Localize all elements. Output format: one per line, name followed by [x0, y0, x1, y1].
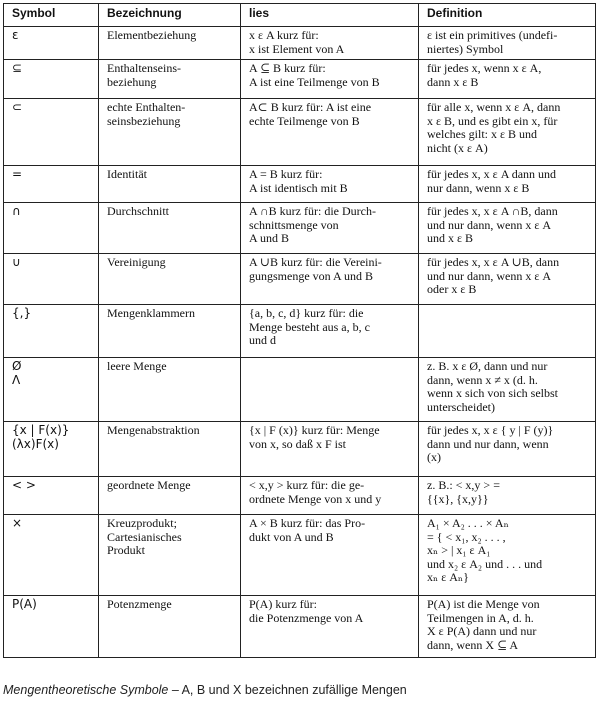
lies-cell: A = B kurz für: A ist identisch mit B	[241, 166, 419, 203]
lies-cell: A × B kurz für: das Pro- dukt von A und B	[241, 515, 419, 596]
symbol-cell: P(A)	[4, 596, 99, 658]
bezeichnung-cell: Mengenabstraktion	[99, 422, 241, 477]
table-row	[4, 254, 596, 305]
bezeichnung-cell: Enthaltenseins- beziehung	[99, 60, 241, 99]
table-row	[4, 99, 596, 166]
bezeichnung-cell: Vereinigung	[99, 254, 241, 305]
lies-cell	[241, 358, 419, 422]
lies-cell: P(A) kurz für: die Potenzmenge von A	[241, 596, 419, 658]
table-row	[4, 515, 596, 596]
lies-cell: A ∩B kurz für: die Durch- schnittsmenge von A und B	[241, 203, 419, 254]
table-row	[4, 166, 596, 203]
table-row	[4, 60, 596, 99]
symbol-cell: ×	[4, 515, 99, 596]
bezeichnung-cell: echte Enthalten- seinsbeziehung	[99, 99, 241, 166]
lies-cell: < x,y > kurz für: die ge- ordnete Menge von x und y	[241, 477, 419, 515]
symbol-cell: ∪	[4, 254, 99, 305]
symbol-cell: ⊆	[4, 60, 99, 99]
bezeichnung-cell: Identität	[99, 166, 241, 203]
symbol-cell: < >	[4, 477, 99, 515]
bezeichnung-cell: Durchschnitt	[99, 203, 241, 254]
symbol-table	[3, 3, 596, 658]
symbol-cell: {x | F(x)} (λx)F(x)	[4, 422, 99, 477]
lies-cell: A ∪B kurz für: die Vereini- gungsmenge von A und B	[241, 254, 419, 305]
caption-text: – A, B und X bezeichnen zufällige Mengen	[168, 683, 407, 697]
definition-cell: P(A) ist die Menge von Teilmengen in A, d. h. X ε P(A) dann und nur dann, wenn X ⊆ A	[419, 596, 596, 658]
header-bezeichnung: Bezeichnung	[99, 4, 241, 27]
bezeichnung-cell: Mengenklammern	[99, 305, 241, 358]
bezeichnung-cell: Kreuzprodukt; Cartesianisches Produkt	[99, 515, 241, 596]
lies-cell: {x | F (x)} kurz für: Menge von x, so daß x F ist	[241, 422, 419, 477]
table-caption	[3, 683, 407, 697]
definition-cell: ε ist ein primitives (undefi- niertes) Symbol	[419, 27, 596, 60]
symbol-cell: ∩	[4, 203, 99, 254]
definition-cell: für alle x, wenn x ε A, dann x ε B, und es gibt ein x, für welches gilt: x ε B und nicht (x ε A)	[419, 99, 596, 166]
lies-cell: A ⊆ B kurz für: A ist eine Teilmenge von B	[241, 60, 419, 99]
bezeichnung-cell: Potenzmenge	[99, 596, 241, 658]
symbol-cell: =	[4, 166, 99, 203]
bezeichnung-cell: Elementbeziehung	[99, 27, 241, 60]
bezeichnung-cell: geordnete Menge	[99, 477, 241, 515]
definition-cell: z. B.: < x,y > = {{x}, {x,y}}	[419, 477, 596, 515]
definition-cell: z. B. x ε Ø, dann und nur dann, wenn x ≠ x (d. h. wenn x sich von sich selbst unterscheidet)	[419, 358, 596, 422]
table-row	[4, 596, 596, 658]
symbol-cell: ⊂	[4, 99, 99, 166]
table-row	[4, 203, 596, 254]
symbol-cell: {,}	[4, 305, 99, 358]
table-row	[4, 27, 596, 60]
lies-cell: A⊂ B kurz für: A ist eine echte Teilmenge von B	[241, 99, 419, 166]
definition-cell: für jedes x, x ε A ∪B, dann und nur dann, wenn x ε A oder x ε B	[419, 254, 596, 305]
header-definition: Definition	[419, 4, 596, 27]
definition-cell: für jedes x, wenn x ε A, dann x ε B	[419, 60, 596, 99]
definition-cell: für jedes x, x ε A dann und nur dann, wenn x ε B	[419, 166, 596, 203]
definition-cell: für jedes x, x ε A ∩B, dann und nur dann, wenn x ε A und x ε B	[419, 203, 596, 254]
symbol-cell: Ø Λ	[4, 358, 99, 422]
header-lies: lies	[241, 4, 419, 27]
table-row	[4, 477, 596, 515]
bezeichnung-cell: leere Menge	[99, 358, 241, 422]
symbol-cell: ε	[4, 27, 99, 60]
definition-cell	[419, 305, 596, 358]
header-row	[4, 4, 596, 27]
caption-title: Mengentheoretische Symbole	[3, 683, 169, 697]
lies-cell: {a, b, c, d} kurz für: die Menge besteht aus a, b, c und d	[241, 305, 419, 358]
table-row	[4, 305, 596, 358]
lies-cell: x ε A kurz für: x ist Element von A	[241, 27, 419, 60]
header-symbol: Symbol	[4, 4, 99, 27]
definition-cell: A₁ × A₂ . . . × Aₙ = { < x₁, x₂ . . . , xₙ > | x₁ ε A₁ und x₂ ε A₂ und . . . und xₙ ε Aₙ}	[419, 515, 596, 596]
table-row	[4, 358, 596, 422]
definition-cell: für jedes x, x ε { y | F (y)} dann und nur dann, wenn (x)	[419, 422, 596, 477]
table-row	[4, 422, 596, 477]
